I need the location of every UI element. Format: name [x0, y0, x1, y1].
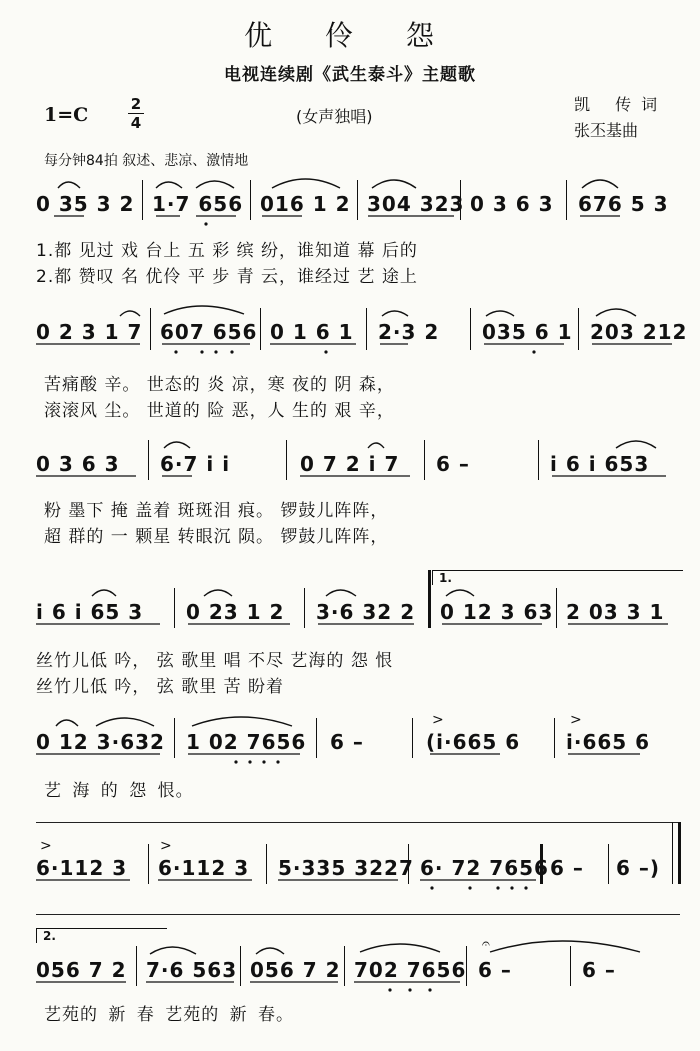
measure: 0 35 3 2 [36, 192, 135, 216]
measure: 304 323 [367, 192, 465, 216]
volta-number: 2. [43, 929, 56, 943]
time-signature-bottom: 4 [130, 114, 142, 132]
measure: 0 2 3 1 7 [36, 320, 143, 344]
measure: 6 – [478, 958, 512, 982]
measure: 5·335 3227 [278, 856, 414, 880]
measure: 0 12 3 63 [440, 600, 554, 624]
composer-credit: 张丕基曲 [574, 121, 639, 140]
measure: 676 5 3 [578, 192, 669, 216]
measure: 6 –) [616, 856, 661, 880]
song-title: 优 伶 怨 [244, 19, 456, 52]
measure: 2 03 3 1 [566, 600, 665, 624]
accent-mark: > [570, 712, 582, 728]
performance-note: (女声独唱) [296, 107, 373, 126]
measure: 702 7656 [354, 958, 467, 982]
measure: 7·6 563 [146, 958, 238, 982]
measure: 6·112 3 [36, 856, 128, 880]
measure: 6 – [436, 452, 470, 476]
lyric-line: 苦痛酸 辛。 世态的 炎 凉，寒 夜的 阴 森， [44, 375, 395, 395]
measure: 0 3 6 3 [470, 192, 554, 216]
accent-mark: > [40, 838, 52, 854]
measure: 0 12 3·632 [36, 730, 165, 754]
measure: 6 – [550, 856, 584, 880]
measure: (i·665 6 [426, 730, 521, 754]
measure: 3·6 32 2 [316, 600, 416, 624]
lyric-line: 艺 海 的 怨 恨。 [44, 781, 194, 801]
measure: 0 1 6 1 [270, 320, 354, 344]
measure: 1·7 656 [152, 192, 244, 216]
fermata-icon: 𝄐 [482, 936, 490, 952]
accent-mark: > [432, 712, 444, 728]
measure: 016 1 2 [260, 192, 351, 216]
measure: 035 6 1 [482, 320, 573, 344]
measure: 6· 72 7656 [420, 856, 549, 880]
lyric-line: 丝竹儿低 吟， 弦 歌里 苦 盼着 [36, 677, 285, 697]
accent-mark: > [160, 838, 172, 854]
measure: i·665 6 [566, 730, 651, 754]
lyric-line: 丝竹儿低 吟， 弦 歌里 唱 不尽 艺海的 怨 恨 [36, 651, 394, 671]
measure: 203 212 [590, 320, 688, 344]
volta-number: 1. [439, 571, 452, 585]
lyric-line: 2.都 赞叹 名 优伶 平 步 青 云，谁经过 艺 途上 [36, 267, 418, 287]
lyric-line: 超 群的 一 颗星 转眼沉 陨。 锣鼓儿阵阵， [44, 527, 389, 547]
measure: 607 656 [160, 320, 258, 344]
measure: i 6 i 65 3 [36, 600, 144, 624]
measure: 056 7 2 [36, 958, 127, 982]
measure: 6·112 3 [158, 856, 250, 880]
lyric-line: 艺苑的 新 春 艺苑的 新 春。 [44, 1005, 295, 1025]
lyric-line: 滚滚风 尘。 世道的 险 恶，人 生的 艰 辛， [44, 401, 395, 421]
measure: 6 – [582, 958, 616, 982]
time-signature-top: 2 [130, 95, 142, 113]
song-subtitle: 电视连续剧《武生泰斗》主题歌 [224, 65, 476, 85]
lyric-line: 1.都 见过 戏 台上 五 彩 缤 纷，谁知道 幕 后的 [36, 241, 418, 261]
key-signature: 1=C [44, 104, 89, 126]
measure: 6·7 i i [160, 452, 231, 476]
lyricist-credit: 凯 传词 [574, 95, 668, 114]
measure: 0 23 1 2 [186, 600, 285, 624]
lyric-line: 粉 墨下 掩 盖着 斑斑泪 痕。 锣鼓儿阵阵， [44, 501, 389, 521]
measure: 0 3 6 3 [36, 452, 120, 476]
measure: 1 02 7656 [186, 730, 307, 754]
tempo-marking: 每分钟84拍 叙述、悲凉、激情地 [44, 153, 249, 169]
measure: 056 7 2 [250, 958, 341, 982]
measure: 2·3 2 [378, 320, 440, 344]
measure: i 6 i 653 [550, 452, 650, 476]
measure: 0 7 2 i 7 [300, 452, 400, 476]
measure: 6 – [330, 730, 364, 754]
